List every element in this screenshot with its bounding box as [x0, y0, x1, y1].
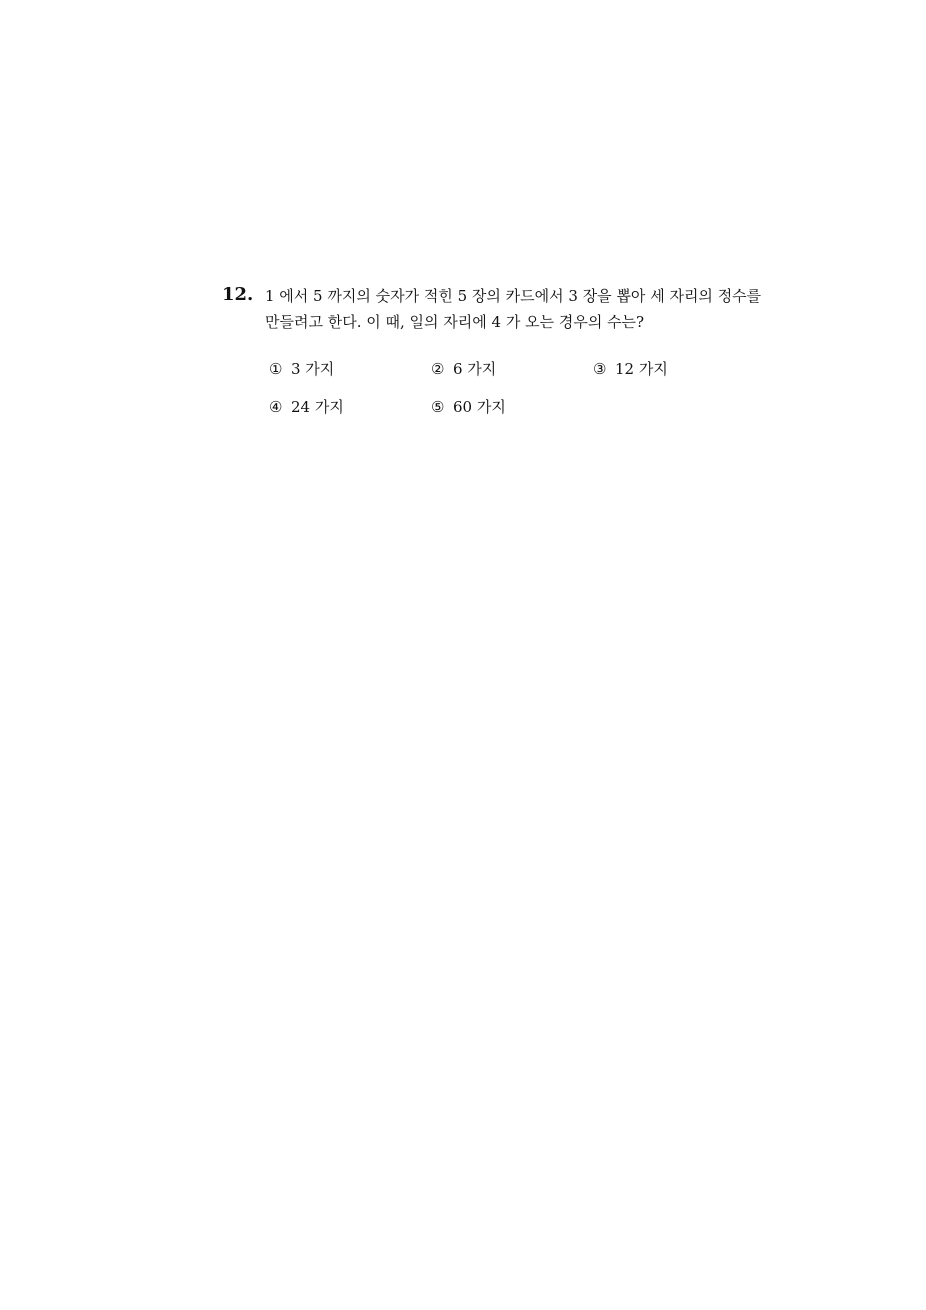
choice-text: 24 가지 [291, 398, 344, 416]
choice-marker: ① [269, 360, 283, 378]
choice-text: 12 가지 [615, 360, 668, 378]
choice-4 [269, 396, 344, 417]
choice-text: 60 가지 [453, 398, 506, 416]
question-number: 12. [222, 284, 254, 305]
choice-text: 3 가지 [291, 360, 335, 378]
choice-1 [269, 358, 334, 379]
choice-5 [431, 396, 506, 417]
choice-marker: ③ [593, 360, 607, 378]
question-text-line: 1 에서 5 까지의 숫자가 적힌 5 장의 카드에서 3 장을 뽑아 세 자리의 정수를 [265, 287, 762, 305]
choice-text: 6 가지 [453, 360, 497, 378]
choice-marker: ④ [269, 398, 283, 416]
choice-marker: ② [431, 360, 445, 378]
choice-3 [593, 358, 668, 379]
question-text-line: 만들려고 한다. 이 때, 일의 자리에 4 가 오는 경우의 수는? [265, 313, 645, 331]
question-text [265, 283, 765, 335]
choice-2 [431, 358, 496, 379]
answer-choices [269, 358, 769, 438]
choice-marker: ⑤ [431, 398, 445, 416]
